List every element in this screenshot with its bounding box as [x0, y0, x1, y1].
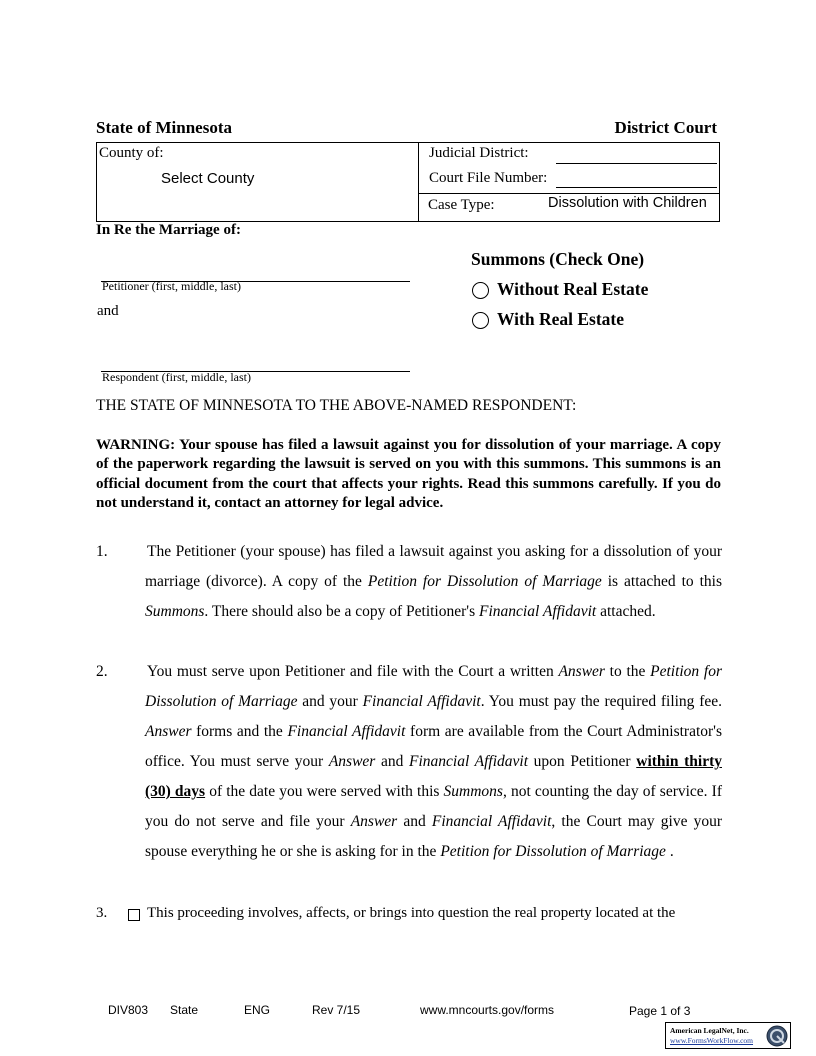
county-box	[96, 142, 419, 222]
court-file-number-field[interactable]	[556, 187, 717, 188]
footer-jurisdiction: State	[170, 1003, 199, 1017]
summons-title: Summons (Check One)	[471, 249, 645, 269]
respondent-label: Respondent (first, middle, last)	[102, 370, 251, 384]
with-real-estate-radio[interactable]	[472, 312, 489, 329]
court-file-number-label: Court File Number:	[429, 170, 548, 186]
district-divider	[419, 193, 719, 194]
case-type-label: Case Type:	[428, 197, 495, 213]
real-property-checkbox[interactable]	[128, 909, 140, 921]
judicial-district-label: Judicial District:	[429, 145, 529, 161]
item-1-number: 1.	[96, 543, 108, 560]
footer-page: Page 1 of 3	[629, 1004, 691, 1018]
logo-url[interactable]: www.FormsWorkFlow.com	[670, 1036, 754, 1045]
marriage-heading: In Re the Marriage of:	[96, 222, 241, 238]
without-real-estate-radio[interactable]	[472, 282, 489, 299]
with-real-estate-label: With Real Estate	[497, 309, 625, 329]
logo-company: American LegalNet, Inc.	[670, 1026, 749, 1035]
without-real-estate-label: Without Real Estate	[497, 279, 649, 299]
warning-paragraph: WARNING: Your spouse has filed a lawsuit against you for dissolution of your marriage. A copy of the paperwork regarding the lawsuit is served on you with this summons. This summons is an official document from the court that affects your rights. Read this summons carefully. If you do not understand it, contact an attorney for legal advice.	[96, 437, 721, 511]
footer-url: www.mncourts.gov/forms	[420, 1003, 555, 1017]
item-2-text: You must serve upon Petitioner and file with the Court a written Answer to the Petition for Dissolution of Marriage and your Financial Affidavit. You must pay the required filing fee. Answer forms and the Financial Affidavit form are available from the Court Administrator's office. You must serve your Answer and Financial Affidavit upon Petitioner within thirty (30) days of the date you were served with this Summons, not counting the day of service. If you do not serve and file your Answer and Financial Affidavit, the Court may give your spouse everything he or she is asking for in the Petition for Dissolution of Marriage .	[145, 663, 722, 860]
state-title: State of Minnesota	[96, 118, 232, 137]
petitioner-label: Petitioner (first, middle, last)	[102, 279, 241, 293]
footer-form-id: DIV803	[108, 1003, 149, 1017]
item-3-text: This proceeding involves, affects, or brings into question the real property located at the	[147, 905, 676, 921]
case-type-select[interactable]: Dissolution with Children	[548, 195, 707, 211]
county-label: County of:	[99, 145, 164, 161]
american-legalnet-logo	[665, 1022, 791, 1049]
footer-language: ENG	[244, 1003, 271, 1017]
judicial-district-field[interactable]	[556, 163, 717, 164]
item-3-number: 3.	[96, 905, 108, 921]
item-1-text: The Petitioner (your spouse) has filed a lawsuit against you asking for a dissolution of your marriage (divorce). A copy of the Petition for Dissolution of Marriage is attached to this Summons. There should also be a copy of Petitioner's Financial Affidavit attached.	[145, 543, 722, 620]
county-select[interactable]: Select County	[161, 170, 255, 187]
item-2-number: 2.	[96, 663, 108, 680]
footer-revision: Rev 7/15	[312, 1003, 361, 1017]
district-box	[418, 142, 720, 222]
state-address-line: THE STATE OF MINNESOTA TO THE ABOVE-NAMED RESPONDENT:	[96, 397, 577, 414]
logo-globe-icon	[766, 1025, 788, 1047]
court-title: District Court	[614, 118, 717, 137]
and-text: and	[97, 303, 119, 319]
